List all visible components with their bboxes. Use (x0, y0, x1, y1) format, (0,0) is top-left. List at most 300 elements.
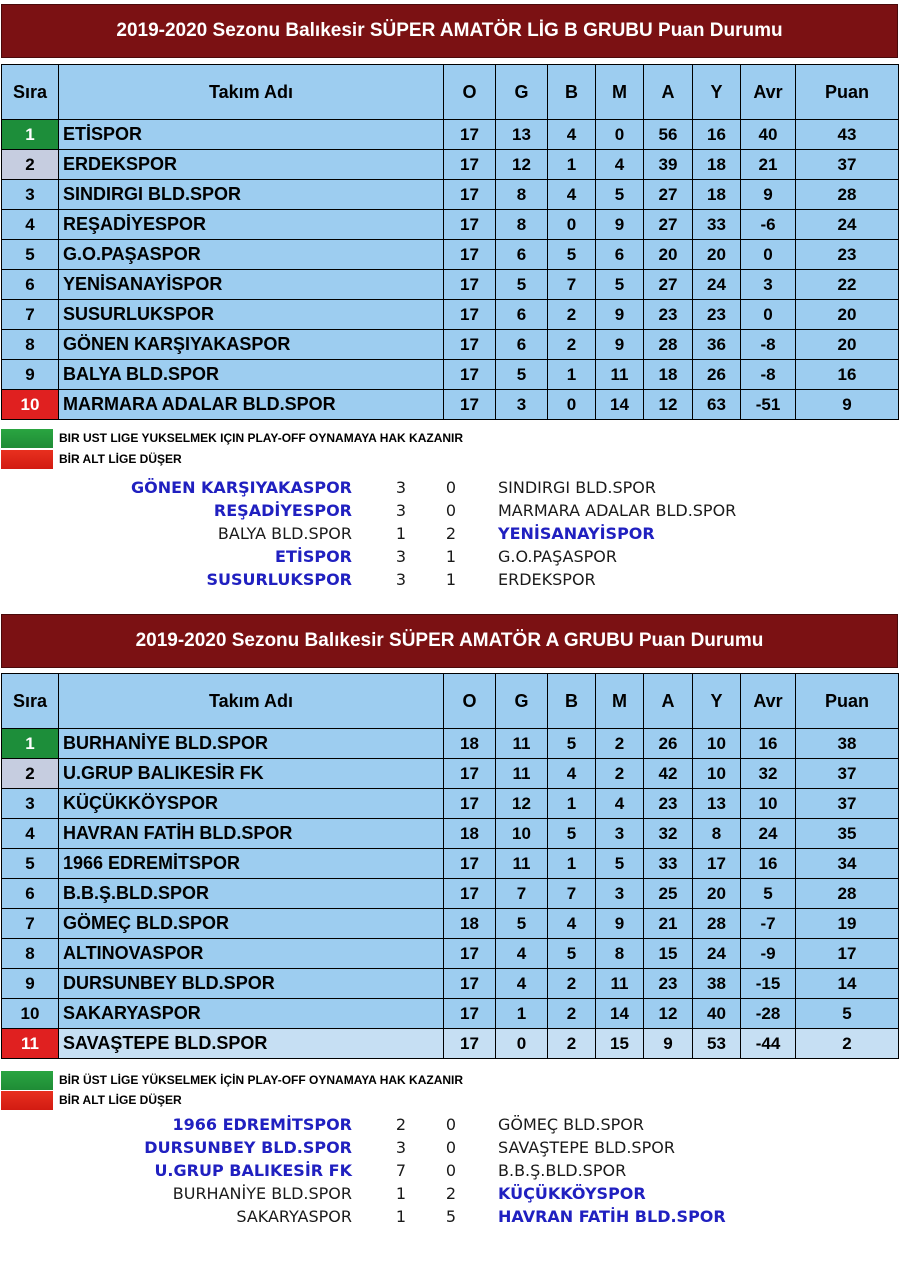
stat-g-cell: 3 (496, 390, 548, 420)
stat-o-cell: 17 (444, 879, 496, 909)
away-team: B.B.Ş.BLD.SPOR (498, 1161, 627, 1180)
stat-a-cell: 23 (644, 969, 693, 999)
rank-cell: 4 (2, 210, 59, 240)
table-header-row (2, 65, 899, 120)
stat-y-cell: 16 (693, 120, 741, 150)
column-header: Y (693, 65, 741, 120)
rank-cell: 6 (2, 879, 59, 909)
stat-y-cell: 18 (693, 180, 741, 210)
table-row (2, 120, 899, 150)
column-header: A (644, 674, 693, 729)
stat-y-cell: 18 (693, 150, 741, 180)
stat-g-cell: 7 (496, 879, 548, 909)
stat-g-cell: 8 (496, 210, 548, 240)
stat-a-cell: 21 (644, 909, 693, 939)
stat-y-cell: 8 (693, 819, 741, 849)
stat-b-cell: 5 (548, 819, 596, 849)
column-header: B (548, 674, 596, 729)
stat-y-cell: 36 (693, 330, 741, 360)
team-name-cell: DURSUNBEY BLD.SPOR (59, 969, 444, 999)
table-row (2, 819, 899, 849)
home-team: BURHANİYE BLD.SPOR (172, 1184, 352, 1203)
stat-puan-cell: 16 (796, 360, 899, 390)
stat-puan-cell: 28 (796, 180, 899, 210)
stat-y-cell: 23 (693, 300, 741, 330)
stat-m-cell: 11 (596, 969, 644, 999)
stat-g-cell: 5 (496, 909, 548, 939)
column-header: Takım Adı (59, 674, 444, 729)
stat-y-cell: 28 (693, 909, 741, 939)
stat-m-cell: 0 (596, 120, 644, 150)
home-team: SUSURLUKSPOR (206, 570, 352, 589)
stat-g-cell: 8 (496, 180, 548, 210)
column-header: Puan (796, 674, 899, 729)
stat-b-cell: 4 (548, 909, 596, 939)
stat-a-cell: 15 (644, 939, 693, 969)
stat-avr-cell: 10 (741, 789, 796, 819)
stat-avr-cell: 0 (741, 240, 796, 270)
away-team: HAVRAN FATİH BLD.SPOR (498, 1207, 726, 1226)
stat-a-cell: 27 (644, 270, 693, 300)
match-result-row (0, 547, 900, 570)
stat-a-cell: 23 (644, 300, 693, 330)
stat-avr-cell: -8 (741, 330, 796, 360)
rank-cell: 8 (2, 330, 59, 360)
home-team: ETİSPOR (275, 547, 352, 566)
stat-puan-cell: 43 (796, 120, 899, 150)
column-header: Avr (741, 674, 796, 729)
stat-y-cell: 63 (693, 390, 741, 420)
stat-o-cell: 17 (444, 939, 496, 969)
stat-b-cell: 1 (548, 150, 596, 180)
stat-m-cell: 6 (596, 240, 644, 270)
team-name-cell: HAVRAN FATİH BLD.SPOR (59, 819, 444, 849)
stat-y-cell: 38 (693, 969, 741, 999)
stat-puan-cell: 38 (796, 729, 899, 759)
home-team: SAKARYASPOR (236, 1207, 352, 1226)
stat-puan-cell: 17 (796, 939, 899, 969)
away-team: KÜÇÜKKÖYSPOR (498, 1184, 646, 1203)
rank-cell: 3 (2, 789, 59, 819)
stat-b-cell: 5 (548, 939, 596, 969)
stat-y-cell: 10 (693, 729, 741, 759)
stat-avr-cell: -6 (741, 210, 796, 240)
away-team: SINDIRGI BLD.SPOR (498, 478, 657, 497)
stat-avr-cell: 24 (741, 819, 796, 849)
stat-o-cell: 17 (444, 789, 496, 819)
stat-m-cell: 4 (596, 789, 644, 819)
stat-m-cell: 14 (596, 999, 644, 1029)
match-result-row (0, 1207, 900, 1230)
table-row (2, 759, 899, 789)
table-row (2, 969, 899, 999)
stat-m-cell: 8 (596, 939, 644, 969)
stat-puan-cell: 24 (796, 210, 899, 240)
away-score: 0 (445, 1115, 457, 1134)
stat-a-cell: 20 (644, 240, 693, 270)
team-name-cell: BALYA BLD.SPOR (59, 360, 444, 390)
stat-b-cell: 2 (548, 1029, 596, 1059)
match-result-row (0, 1138, 900, 1161)
stat-b-cell: 0 (548, 210, 596, 240)
stat-o-cell: 18 (444, 909, 496, 939)
home-score: 1 (395, 1207, 407, 1226)
table-row (2, 270, 899, 300)
stat-y-cell: 53 (693, 1029, 741, 1059)
stat-avr-cell: -9 (741, 939, 796, 969)
table-row (2, 849, 899, 879)
stat-puan-cell: 37 (796, 789, 899, 819)
stat-o-cell: 17 (444, 240, 496, 270)
stat-m-cell: 15 (596, 1029, 644, 1059)
team-name-cell: YENİSANAYİSPOR (59, 270, 444, 300)
table-row (2, 240, 899, 270)
stat-b-cell: 2 (548, 300, 596, 330)
match-result-row (0, 570, 900, 593)
stat-y-cell: 13 (693, 789, 741, 819)
column-header: G (496, 65, 548, 120)
stat-m-cell: 3 (596, 879, 644, 909)
stat-m-cell: 2 (596, 729, 644, 759)
away-score: 0 (445, 501, 457, 520)
column-header: O (444, 65, 496, 120)
team-name-cell: 1966 EDREMİTSPOR (59, 849, 444, 879)
column-header: Y (693, 674, 741, 729)
stat-avr-cell: -15 (741, 969, 796, 999)
stat-o-cell: 17 (444, 849, 496, 879)
stat-g-cell: 6 (496, 240, 548, 270)
stat-g-cell: 11 (496, 849, 548, 879)
column-header: M (596, 65, 644, 120)
team-name-cell: ERDEKSPOR (59, 150, 444, 180)
stat-g-cell: 6 (496, 300, 548, 330)
stat-b-cell: 2 (548, 969, 596, 999)
stat-m-cell: 9 (596, 300, 644, 330)
stat-puan-cell: 14 (796, 969, 899, 999)
stat-o-cell: 17 (444, 150, 496, 180)
home-score: 1 (395, 524, 407, 543)
home-score: 3 (395, 478, 407, 497)
stat-avr-cell: 5 (741, 879, 796, 909)
stat-o-cell: 17 (444, 180, 496, 210)
stat-a-cell: 23 (644, 789, 693, 819)
stat-puan-cell: 20 (796, 300, 899, 330)
column-header: Avr (741, 65, 796, 120)
rank-cell: 2 (2, 759, 59, 789)
home-team: GÖNEN KARŞIYAKASPOR (131, 478, 352, 497)
away-score: 5 (445, 1207, 457, 1226)
promotion-legend-text: BİR ÜST LİGE YÜKSELMEK İÇİN PLAY-OFF OYNAMAYA HAK KAZANIR (59, 1073, 464, 1087)
column-header: Sıra (2, 65, 59, 120)
stat-avr-cell: -28 (741, 999, 796, 1029)
stat-o-cell: 17 (444, 1029, 496, 1059)
stat-avr-cell: -51 (741, 390, 796, 420)
stat-y-cell: 20 (693, 240, 741, 270)
team-name-cell: REŞADİYESPOR (59, 210, 444, 240)
team-name-cell: BURHANİYE BLD.SPOR (59, 729, 444, 759)
away-team: MARMARA ADALAR BLD.SPOR (498, 501, 737, 520)
stat-g-cell: 11 (496, 759, 548, 789)
stat-b-cell: 1 (548, 360, 596, 390)
stat-a-cell: 39 (644, 150, 693, 180)
table-row (2, 879, 899, 909)
group-b-standings-table (1, 64, 899, 420)
away-score: 1 (445, 570, 457, 589)
away-score: 2 (445, 524, 457, 543)
stat-o-cell: 17 (444, 120, 496, 150)
stat-g-cell: 1 (496, 999, 548, 1029)
match-result-row (0, 524, 900, 547)
home-team: 1966 EDREMİTSPOR (172, 1115, 352, 1134)
home-score: 3 (395, 570, 407, 589)
away-score: 2 (445, 1184, 457, 1203)
stat-g-cell: 11 (496, 729, 548, 759)
match-result-row (0, 1184, 900, 1207)
group-b-title: 2019-2020 Sezonu Balıkesir SÜPER AMATÖR LİG B GRUBU Puan Durumu (1, 4, 898, 58)
stat-avr-cell: 40 (741, 120, 796, 150)
stat-avr-cell: -44 (741, 1029, 796, 1059)
table-row (2, 300, 899, 330)
stat-puan-cell: 37 (796, 150, 899, 180)
group-a-standings-table (1, 673, 899, 1059)
table-header-row (2, 674, 899, 729)
stat-y-cell: 26 (693, 360, 741, 390)
stat-g-cell: 13 (496, 120, 548, 150)
stat-o-cell: 17 (444, 330, 496, 360)
rank-cell: 6 (2, 270, 59, 300)
rank-cell: 7 (2, 909, 59, 939)
stat-a-cell: 42 (644, 759, 693, 789)
stat-puan-cell: 35 (796, 819, 899, 849)
team-name-cell: GÖMEÇ BLD.SPOR (59, 909, 444, 939)
stat-o-cell: 18 (444, 729, 496, 759)
stat-b-cell: 4 (548, 759, 596, 789)
stat-o-cell: 17 (444, 360, 496, 390)
rank-cell: 5 (2, 240, 59, 270)
team-name-cell: U.GRUP BALIKESİR FK (59, 759, 444, 789)
match-result-row (0, 478, 900, 501)
stat-y-cell: 40 (693, 999, 741, 1029)
rank-cell: 2 (2, 150, 59, 180)
away-team: YENİSANAYİSPOR (498, 524, 655, 543)
stat-puan-cell: 2 (796, 1029, 899, 1059)
column-header: B (548, 65, 596, 120)
group-b-legend-relegation (1, 449, 182, 469)
stat-avr-cell: 16 (741, 849, 796, 879)
stat-avr-cell: 21 (741, 150, 796, 180)
stat-g-cell: 4 (496, 939, 548, 969)
stat-o-cell: 18 (444, 819, 496, 849)
column-header: G (496, 674, 548, 729)
stat-g-cell: 5 (496, 270, 548, 300)
stat-puan-cell: 22 (796, 270, 899, 300)
team-name-cell: ETİSPOR (59, 120, 444, 150)
relegation-legend-text: BİR ALT LİGE DÜŞER (59, 452, 182, 466)
team-name-cell: SINDIRGI BLD.SPOR (59, 180, 444, 210)
home-score: 3 (395, 547, 407, 566)
stat-a-cell: 25 (644, 879, 693, 909)
match-result-row (0, 1161, 900, 1184)
promotion-color-swatch (1, 1071, 53, 1090)
stat-o-cell: 17 (444, 969, 496, 999)
rank-cell: 9 (2, 969, 59, 999)
away-score: 0 (445, 1161, 457, 1180)
team-name-cell: SAVAŞTEPE BLD.SPOR (59, 1029, 444, 1059)
home-score: 2 (395, 1115, 407, 1134)
stat-puan-cell: 37 (796, 759, 899, 789)
home-score: 1 (395, 1184, 407, 1203)
stat-a-cell: 32 (644, 819, 693, 849)
stat-m-cell: 5 (596, 270, 644, 300)
stat-o-cell: 17 (444, 300, 496, 330)
stat-y-cell: 24 (693, 270, 741, 300)
team-name-cell: SAKARYASPOR (59, 999, 444, 1029)
stat-b-cell: 1 (548, 849, 596, 879)
promotion-legend-text: BIR UST LIGE YUKSELMEK IÇIN PLAY-OFF OYNAMAYA HAK KAZANIR (59, 431, 464, 445)
stat-a-cell: 27 (644, 180, 693, 210)
promotion-color-swatch (1, 429, 53, 448)
column-header: Puan (796, 65, 899, 120)
team-name-cell: ALTINOVASPOR (59, 939, 444, 969)
rank-cell: 8 (2, 939, 59, 969)
stat-g-cell: 10 (496, 819, 548, 849)
column-header: Takım Adı (59, 65, 444, 120)
stat-puan-cell: 28 (796, 879, 899, 909)
stat-a-cell: 27 (644, 210, 693, 240)
stat-a-cell: 12 (644, 999, 693, 1029)
stat-puan-cell: 5 (796, 999, 899, 1029)
table-row (2, 360, 899, 390)
stat-b-cell: 7 (548, 879, 596, 909)
table-row (2, 789, 899, 819)
rank-cell: 4 (2, 819, 59, 849)
stat-avr-cell: 32 (741, 759, 796, 789)
table-row (2, 180, 899, 210)
stat-y-cell: 17 (693, 849, 741, 879)
stat-a-cell: 18 (644, 360, 693, 390)
stat-b-cell: 7 (548, 270, 596, 300)
away-score: 1 (445, 547, 457, 566)
column-header: Sıra (2, 674, 59, 729)
stat-m-cell: 14 (596, 390, 644, 420)
team-name-cell: B.B.Ş.BLD.SPOR (59, 879, 444, 909)
stat-m-cell: 11 (596, 360, 644, 390)
stat-b-cell: 0 (548, 390, 596, 420)
stat-y-cell: 10 (693, 759, 741, 789)
column-header: M (596, 674, 644, 729)
table-row (2, 939, 899, 969)
rank-cell: 10 (2, 390, 59, 420)
stat-b-cell: 5 (548, 729, 596, 759)
relegation-legend-text: BİR ALT LİGE DÜŞER (59, 1093, 182, 1107)
stat-m-cell: 9 (596, 909, 644, 939)
stat-a-cell: 56 (644, 120, 693, 150)
away-team: GÖMEÇ BLD.SPOR (498, 1115, 644, 1134)
stat-a-cell: 26 (644, 729, 693, 759)
group-a-legend-relegation (1, 1090, 182, 1110)
rank-cell: 1 (2, 120, 59, 150)
stat-puan-cell: 34 (796, 849, 899, 879)
table-row (2, 909, 899, 939)
relegation-color-swatch (1, 450, 53, 469)
stat-m-cell: 4 (596, 150, 644, 180)
rank-cell: 1 (2, 729, 59, 759)
stat-a-cell: 33 (644, 849, 693, 879)
stat-b-cell: 2 (548, 330, 596, 360)
stat-b-cell: 4 (548, 120, 596, 150)
rank-cell: 11 (2, 1029, 59, 1059)
stat-puan-cell: 9 (796, 390, 899, 420)
group-a-title: 2019-2020 Sezonu Balıkesir SÜPER AMATÖR A GRUBU Puan Durumu (1, 614, 898, 668)
stat-y-cell: 20 (693, 879, 741, 909)
stat-m-cell: 9 (596, 330, 644, 360)
table-row (2, 999, 899, 1029)
table-row (2, 729, 899, 759)
stat-a-cell: 12 (644, 390, 693, 420)
stat-avr-cell: 3 (741, 270, 796, 300)
stat-m-cell: 3 (596, 819, 644, 849)
table-row (2, 210, 899, 240)
rank-cell: 10 (2, 999, 59, 1029)
table-row (2, 1029, 899, 1059)
team-name-cell: KÜÇÜKKÖYSPOR (59, 789, 444, 819)
away-score: 0 (445, 1138, 457, 1157)
match-result-row (0, 501, 900, 524)
team-name-cell: MARMARA ADALAR BLD.SPOR (59, 390, 444, 420)
match-result-row (0, 1115, 900, 1138)
stat-avr-cell: 16 (741, 729, 796, 759)
rank-cell: 3 (2, 180, 59, 210)
stat-b-cell: 4 (548, 180, 596, 210)
stat-o-cell: 17 (444, 390, 496, 420)
home-score: 7 (395, 1161, 407, 1180)
stat-m-cell: 2 (596, 759, 644, 789)
away-team: ERDEKSPOR (498, 570, 596, 589)
stat-a-cell: 28 (644, 330, 693, 360)
stat-m-cell: 9 (596, 210, 644, 240)
stat-puan-cell: 19 (796, 909, 899, 939)
stat-o-cell: 17 (444, 999, 496, 1029)
stat-puan-cell: 23 (796, 240, 899, 270)
home-team: DURSUNBEY BLD.SPOR (144, 1138, 352, 1157)
home-score: 3 (395, 1138, 407, 1157)
column-header: A (644, 65, 693, 120)
stat-avr-cell: 9 (741, 180, 796, 210)
group-b-legend-promotion (1, 428, 463, 448)
stat-o-cell: 17 (444, 270, 496, 300)
stat-b-cell: 1 (548, 789, 596, 819)
stat-g-cell: 6 (496, 330, 548, 360)
team-name-cell: GÖNEN KARŞIYAKASPOR (59, 330, 444, 360)
stat-g-cell: 5 (496, 360, 548, 390)
stat-g-cell: 4 (496, 969, 548, 999)
stat-o-cell: 17 (444, 759, 496, 789)
stat-avr-cell: -8 (741, 360, 796, 390)
home-score: 3 (395, 501, 407, 520)
rank-cell: 7 (2, 300, 59, 330)
team-name-cell: SUSURLUKSPOR (59, 300, 444, 330)
home-team: REŞADİYESPOR (213, 501, 352, 520)
away-score: 0 (445, 478, 457, 497)
stat-g-cell: 0 (496, 1029, 548, 1059)
away-team: SAVAŞTEPE BLD.SPOR (498, 1138, 675, 1157)
home-team: BALYA BLD.SPOR (217, 524, 352, 543)
rank-cell: 9 (2, 360, 59, 390)
stat-a-cell: 9 (644, 1029, 693, 1059)
stat-b-cell: 2 (548, 999, 596, 1029)
stat-m-cell: 5 (596, 849, 644, 879)
team-name-cell: G.O.PAŞASPOR (59, 240, 444, 270)
